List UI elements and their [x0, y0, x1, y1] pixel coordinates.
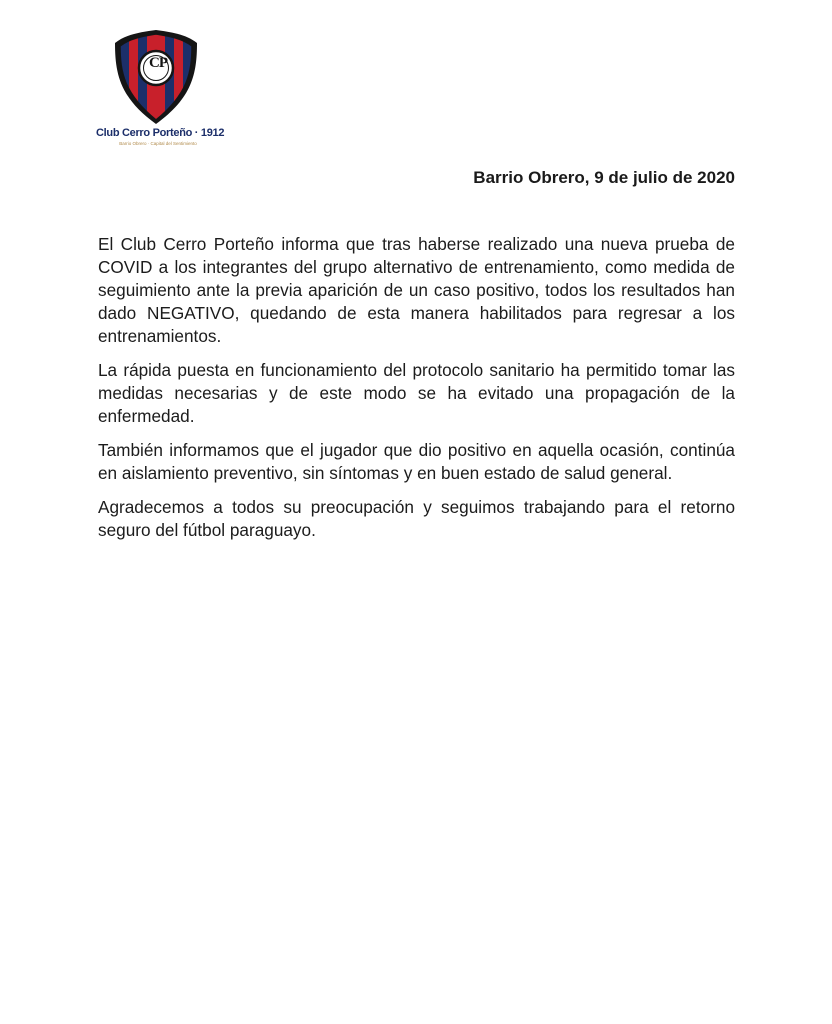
- club-monogram: CP: [149, 55, 167, 71]
- club-logo: [96, 30, 225, 150]
- paragraph: Agradecemos a todos su preocupación y seguimos trabajando para el retorno seguro del fútbol paraguayo.: [98, 497, 735, 540]
- club-tagline: Barrio Obrero · Capital del Sentimiento: [119, 141, 197, 146]
- club-name: Club Cerro Porteño · 1912: [96, 127, 225, 139]
- letter-date: Barrio Obrero, 9 de julio de 2020: [473, 168, 735, 187]
- club-crest-icon: [114, 30, 198, 124]
- letter-body: [98, 233, 735, 553]
- paragraph: La rápida puesta en funcionamiento del protocolo sanitario ha permitido tomar las medidas necesarias y de este modo se ha evitado una propagación de la enfermedad.: [98, 360, 735, 426]
- paragraph: También informamos que el jugador que dio positivo en aquella ocasión, continúa en aislamiento preventivo, sin síntomas y en buen estado de salud general.: [98, 440, 735, 483]
- paragraph: El Club Cerro Porteño informa que tras haberse realizado una nueva prueba de COVID a los integrantes del grupo alternativo de entrenamiento, como medida de seguimiento ante la previa aparición de un caso positivo, todos los resultados han dado NEGATIVO, quedando de esta manera habilitados para regresar a los entrenamientos.: [98, 234, 735, 346]
